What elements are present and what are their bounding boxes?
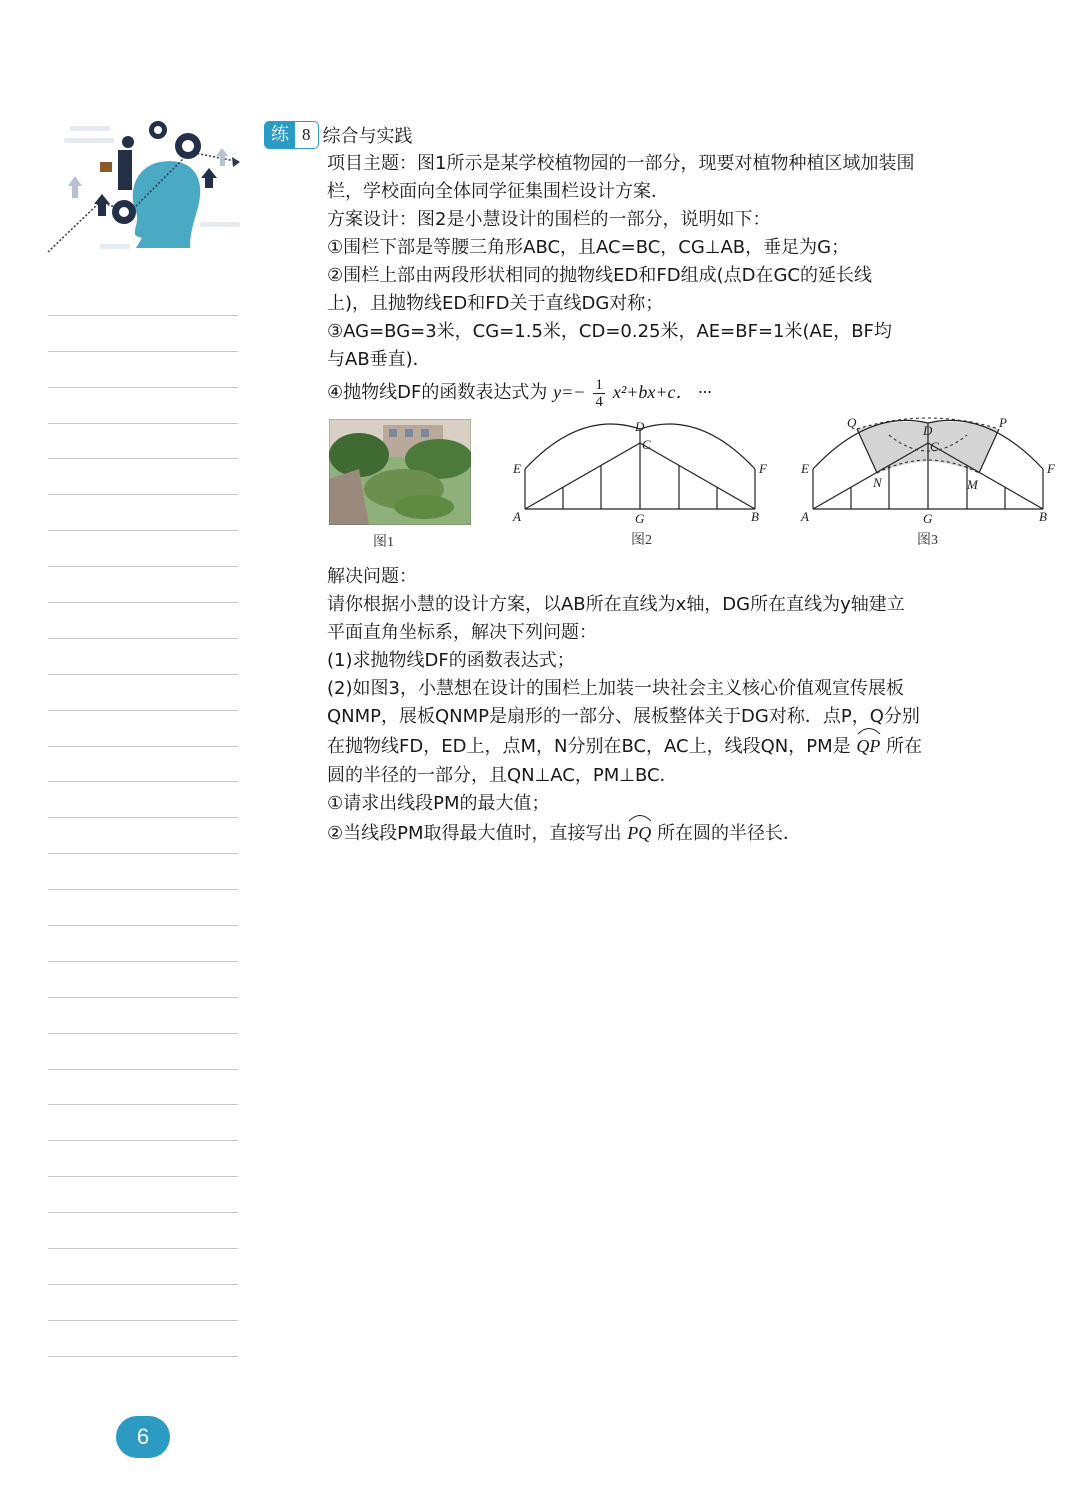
label-d: D [635,419,645,434]
question-2-sub-2 [327,818,947,849]
note-line [48,998,238,1034]
text-line: 方案设计：图2是小慧设计的围栏的一部分，说明如下： [327,209,771,230]
arc-pq-text: PQ [627,823,652,843]
note-line [48,926,238,962]
fence-diagram-3 [799,417,1067,527]
problem-text [327,150,1055,849]
equation-lhs: y=− [553,382,586,402]
label-c: C [642,437,651,452]
note-line [48,639,238,675]
label-b: B [1039,509,1047,524]
figure-1 [329,419,471,550]
figure-2-caption: 图2 [631,533,652,548]
note-line [48,782,238,818]
figure-1-caption: 图1 [373,535,394,550]
label-e: E [513,461,521,476]
fraction-denominator: 4 [595,393,603,410]
figure-2 [511,417,781,548]
exercise-badge [264,121,319,149]
label-m: M [967,477,978,492]
fraction-numerator: 1 [595,376,603,393]
note-line [48,567,238,603]
margin-illustration [40,112,250,272]
solve-title: 解决问题： [327,566,417,587]
note-line [48,280,238,316]
text-line: ②围栏上部由两段形状相同的抛物线ED和FD组成(点D在GC的延长线 [327,265,872,286]
page-number: 6 [116,1416,170,1458]
label-g: G [923,511,933,526]
note-line [48,531,238,567]
question-1: (1)求抛物线DF的函数表达式； [327,650,575,671]
section-title: 综合与实践 [322,126,413,147]
equation-prefix: ④抛物线DF的函数表达式为 [327,382,548,403]
text-line: 平面直角坐标系，解决下列问题： [327,622,597,643]
note-line [48,1034,238,1070]
note-line [48,1070,238,1106]
text-line: 项目主题：图1所示是某学校植物园的一部分，现要对植物种植区域加装围 [327,153,915,174]
text-line: 上)，且抛物线ED和FD关于直线DG对称； [327,293,664,314]
note-line [48,1321,238,1357]
label-b: B [751,509,759,524]
label-g: G [635,511,645,526]
note-line [48,316,238,352]
question-2-line: (2)如图3，小慧想在设计的围栏上加装一块社会主义核心价值观宣传展板 [327,678,904,699]
exercise-header [264,120,964,150]
text-line: 栏，学校面向全体同学征集围栏设计方案． [327,181,669,202]
arc-qp-text: QP [856,736,881,756]
label-p: P [999,417,1007,430]
q2-sub2-text: ②当线段PM取得最大值时，直接写出 [327,823,622,844]
text-line: ③AG=BG=3米，CG=1.5米，CD=0.25米，AE=BF=1米(AE，BF均 [327,321,892,342]
text-line: 与AB垂直)． [327,349,431,370]
note-line [48,747,238,783]
text-line: ①围栏下部是等腰三角形ABC，且AC=BC，CG⊥AB，垂足为G； [327,237,850,258]
badge-label: 练 [265,122,295,148]
label-a: A [513,509,521,524]
label-d: D [923,423,933,438]
label-n: N [873,475,882,490]
q2-line3-text-end: 所在 [886,736,923,757]
question-2-sub-1: ①请求出线段PM的最大值； [327,793,550,814]
text-line: 请你根据小慧的设计方案，以AB所在直线为x轴，DG所在直线为y轴建立 [327,594,905,615]
note-line [48,1285,238,1321]
q2-line3-text: 在抛物线FD，ED上，点M，N分别在BC，AC上，线段QN，PM是 [327,736,851,757]
arc-qp [856,731,880,762]
note-line [48,1105,238,1141]
note-line [48,1213,238,1249]
note-line [48,495,238,531]
note-line [48,675,238,711]
figure-3-caption: 图3 [917,533,938,548]
label-e: E [801,461,809,476]
note-line [48,890,238,926]
note-line [48,1249,238,1285]
note-line [48,818,238,854]
equation-rhs: x²+bx+c． ··· [612,382,712,402]
note-line [48,962,238,998]
label-f: F [1047,461,1055,476]
note-line [48,424,238,460]
badge-number: 8 [302,125,311,144]
label-f: F [759,461,767,476]
note-line [48,459,238,495]
figures-row [327,417,1055,557]
note-line [48,603,238,639]
fence-diagram-2 [511,417,781,527]
note-line [48,854,238,890]
label-q: Q [847,417,857,430]
garden-photo [329,419,471,525]
note-line [48,1177,238,1213]
note-line [48,1141,238,1177]
q2-sub2-text-end: 所在圆的半径长． [657,823,801,844]
note-line [48,352,238,388]
equation-line [327,374,947,411]
exercise-content [264,120,1055,849]
question-2-line: QNMP，展板QNMP是扇形的一部分、展板整体关于DG对称．点P，Q分别 [327,706,920,727]
notes-lines [48,280,238,1357]
note-line [48,711,238,747]
label-c: C [930,439,939,454]
note-line [48,388,238,424]
arc-pq [627,818,651,849]
question-2-line [327,731,947,762]
fraction [593,377,605,410]
label-a: A [801,509,809,524]
question-2-line: 圆的半径的一部分，且QN⊥AC，PM⊥BC． [327,765,678,786]
figure-3 [799,417,1067,548]
